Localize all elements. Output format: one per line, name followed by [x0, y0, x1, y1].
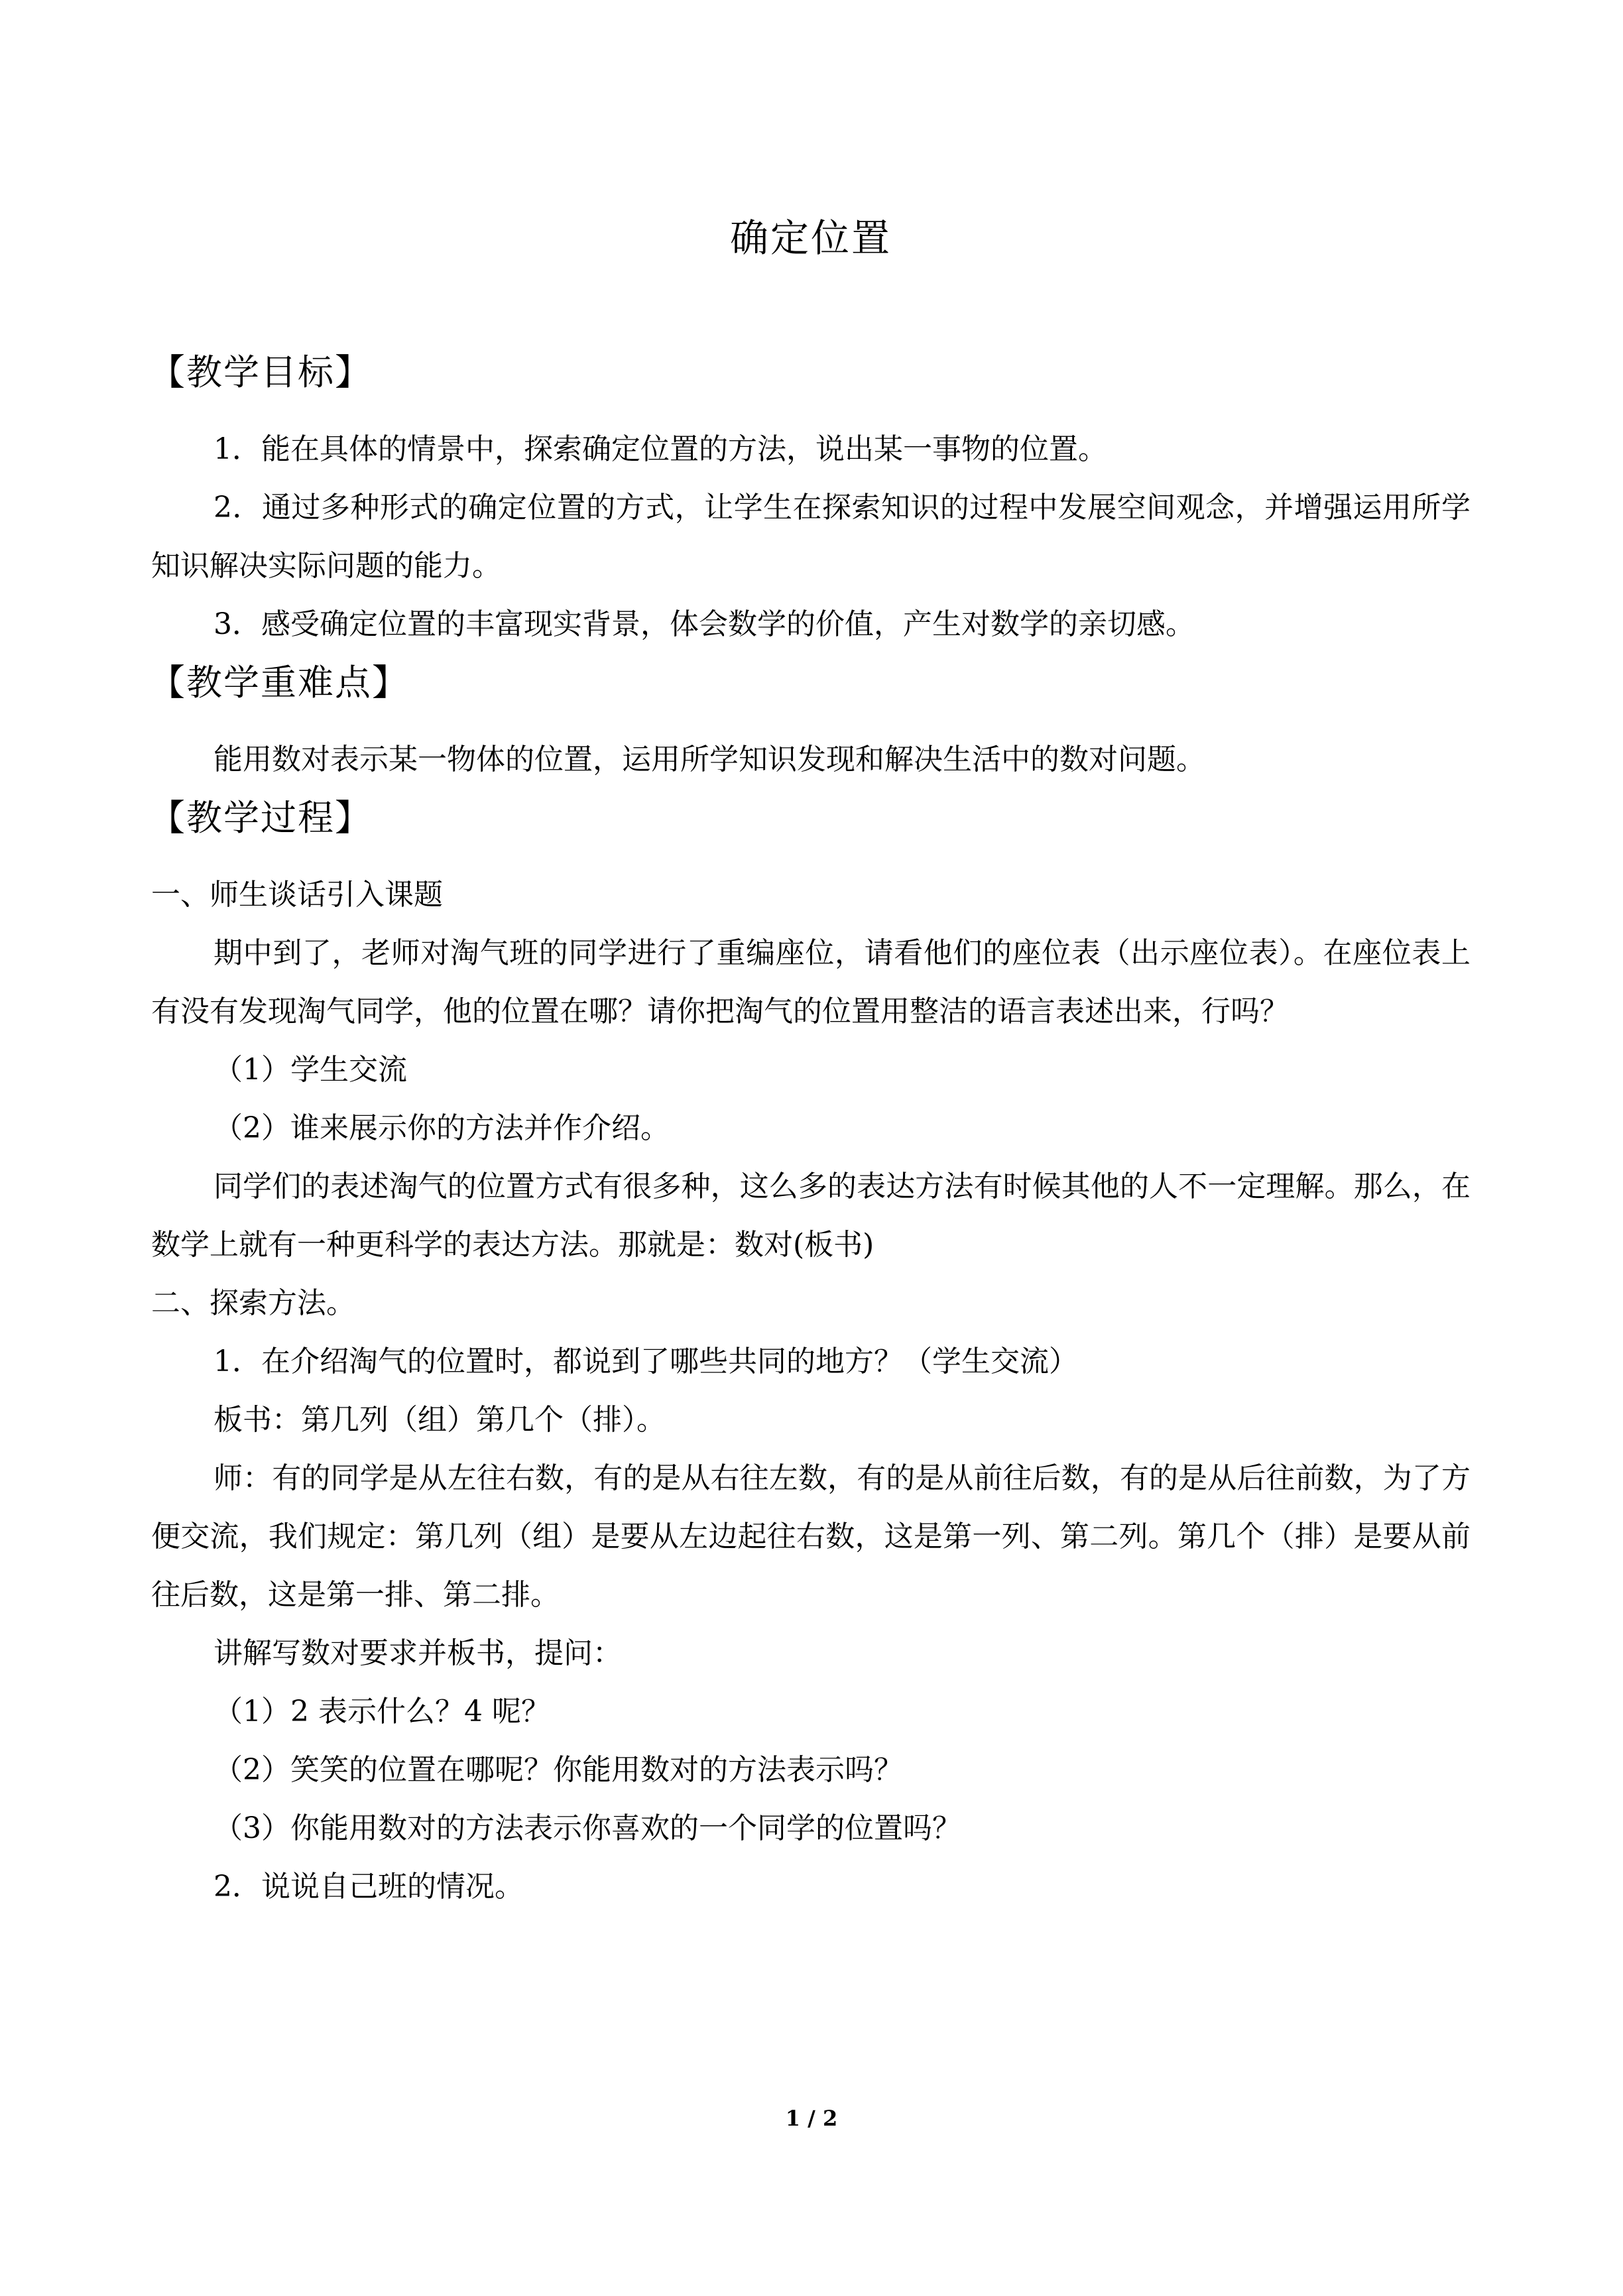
part2-heading: 二、探索方法。 [151, 1286, 355, 1320]
part2-ask-3: （3）你能用数对的方法表示你喜欢的一个同学的位置吗？ [213, 1811, 961, 1845]
part1-step-2: （2）谁来展示你的方法并作介绍。 [213, 1111, 670, 1145]
part2-teacher-text: 师：有的同学是从左往右数，有的是从右往左数，有的是从前往后数，有的是从后往前数，为了方便交流，我们规定：第几列（组）是要从左边起往右数，这是第一列、第二列。第几个（排）是要从前往后数，这是第一排、第二排。 [151, 1461, 1471, 1612]
objective-item-2: 2．通过多种形式的确定位置的方式，让学生在探索知识的过程中发展空间观念，并增强运用所学知识解决实际问题的能力。 [151, 491, 1471, 583]
part2-ask-1: （1）2 表示什么？4 呢？ [213, 1695, 550, 1728]
part1-intro: 期中到了，老师对淘气班的同学进行了重编座位，请看他们的座位表（出示座位表）。在座位表上有没有发现淘气同学，他的位置在哪？请你把淘气的位置用整洁的语言表述出来，行吗？ [151, 936, 1471, 1028]
part1-heading: 一、师生谈话引入课题 [151, 878, 443, 912]
part1-step-1: （1）学生交流 [213, 1053, 407, 1087]
objective-item-3: 3．感受确定位置的丰富现实背景，体会数学的价值，产生对数学的亲切感。 [213, 607, 1195, 641]
key-points-text: 能用数对表示某一物体的位置，运用所学知识发现和解决生活中的数对问题。 [213, 743, 1205, 776]
process-heading: 【教学过程】 [149, 797, 372, 839]
part2-explain: 讲解写数对要求并板书，提问： [213, 1636, 622, 1670]
part2-board-note: 板书：第几列（组）第几个（排）。 [213, 1403, 666, 1437]
document-content [151, 192, 1471, 1916]
page-number: 1 / 2 [785, 2106, 838, 2131]
objective-item-1: 1．能在具体的情景中，探索确定位置的方法，说出某一事物的位置。 [213, 432, 1107, 466]
part2-question-1: 1．在介绍淘气的位置时，都说到了哪些共同的地方？（学生交流） [213, 1345, 1078, 1378]
document-title: 确定位置 [729, 215, 892, 261]
part2-ask-2: （2）笑笑的位置在哪呢？你能用数对的方法表示吗？ [213, 1753, 903, 1787]
part2-question-2: 2．说说自己班的情况。 [213, 1870, 524, 1903]
key-points-heading: 【教学重难点】 [149, 662, 409, 703]
objectives-heading: 【教学目标】 [149, 351, 372, 393]
part1-summary: 同学们的表述淘气的位置方式有很多种，这么多的表达方法有时候其他的人不一定理解。那么，在数学上就有一种更科学的表达方法。那就是：数对(板书) [151, 1170, 1471, 1262]
